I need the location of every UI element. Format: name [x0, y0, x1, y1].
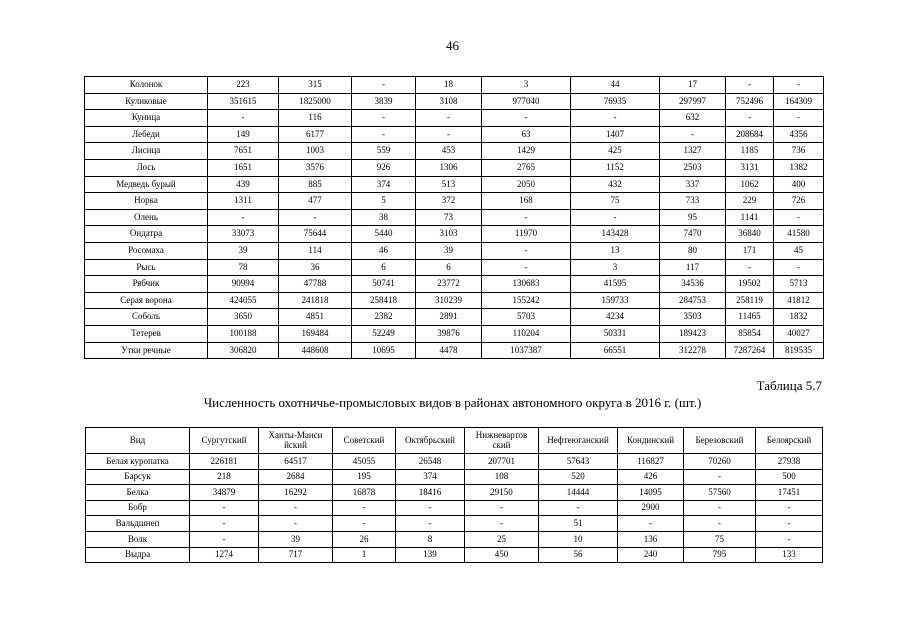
species-cell: Белая куропатка: [86, 454, 190, 470]
value-cell: 2765: [482, 159, 571, 176]
value-cell: 41812: [774, 292, 824, 309]
value-cell: 27938: [756, 454, 823, 470]
value-cell: 76935: [571, 93, 660, 110]
value-cell: 57643: [539, 454, 618, 470]
value-cell: 717: [259, 547, 333, 563]
species-cell: Вальдшнеп: [86, 516, 190, 532]
value-cell: 171: [726, 242, 774, 259]
value-cell: 3503: [660, 309, 726, 326]
value-cell: 34536: [660, 276, 726, 293]
table-row: [86, 485, 823, 501]
value-cell: 16292: [259, 485, 333, 501]
value-cell: 726: [774, 193, 824, 210]
value-cell: 57560: [684, 485, 756, 501]
value-cell: 169484: [279, 325, 352, 342]
value-cell: 5713: [774, 276, 824, 293]
value-cell: 4234: [571, 309, 660, 326]
header-row: [86, 428, 823, 454]
table-row: [85, 209, 824, 226]
value-cell: 1: [333, 547, 396, 563]
table-top-body: [85, 77, 824, 359]
species-cell: Белка: [86, 485, 190, 501]
species-cell: Тетерев: [85, 325, 208, 342]
value-cell: 632: [660, 110, 726, 127]
value-cell: -: [190, 500, 259, 516]
value-cell: 45055: [333, 454, 396, 470]
value-cell: 46: [352, 242, 416, 259]
value-cell: -: [482, 110, 571, 127]
value-cell: 6: [352, 259, 416, 276]
table-row: [86, 500, 823, 516]
species-cell: Ондатра: [85, 226, 208, 243]
value-cell: 1037387: [482, 342, 571, 359]
table-bottom-header: [86, 428, 823, 454]
value-cell: -: [482, 209, 571, 226]
table-row: [85, 93, 824, 110]
value-cell: 195: [333, 469, 396, 485]
value-cell: 11970: [482, 226, 571, 243]
value-cell: 36: [279, 259, 352, 276]
value-cell: 432: [571, 176, 660, 193]
value-cell: 26: [333, 531, 396, 547]
value-cell: 80: [660, 242, 726, 259]
value-cell: 3: [482, 77, 571, 94]
table-row: [85, 176, 824, 193]
value-cell: -: [571, 110, 660, 127]
value-cell: 19502: [726, 276, 774, 293]
value-cell: 155242: [482, 292, 571, 309]
value-cell: 448608: [279, 342, 352, 359]
value-cell: 819535: [774, 342, 824, 359]
table-row: [86, 454, 823, 470]
value-cell: -: [774, 209, 824, 226]
species-cell: Утки речные: [85, 342, 208, 359]
header-text: Ханты-Мансийский: [268, 430, 323, 450]
value-cell: 477: [279, 193, 352, 210]
value-cell: 241818: [279, 292, 352, 309]
value-cell: 795: [684, 547, 756, 563]
table-row: [85, 143, 824, 160]
species-cell: Олень: [85, 209, 208, 226]
value-cell: -: [726, 77, 774, 94]
value-cell: 5: [352, 193, 416, 210]
value-cell: 85854: [726, 325, 774, 342]
value-cell: 25: [465, 531, 539, 547]
value-cell: -: [396, 516, 465, 532]
value-cell: -: [416, 110, 482, 127]
value-cell: 6: [416, 259, 482, 276]
value-cell: -: [333, 500, 396, 516]
value-cell: -: [726, 259, 774, 276]
value-cell: 3839: [352, 93, 416, 110]
value-cell: -: [279, 209, 352, 226]
species-cell: Волк: [86, 531, 190, 547]
table-bottom-body: [86, 454, 823, 563]
value-cell: 70260: [684, 454, 756, 470]
value-cell: 117: [660, 259, 726, 276]
value-cell: 56: [539, 547, 618, 563]
value-cell: 39: [416, 242, 482, 259]
value-cell: 1062: [726, 176, 774, 193]
value-cell: 5440: [352, 226, 416, 243]
value-cell: -: [726, 110, 774, 127]
value-cell: 310239: [416, 292, 482, 309]
value-cell: 315: [279, 77, 352, 94]
value-cell: 374: [352, 176, 416, 193]
value-cell: -: [352, 126, 416, 143]
value-cell: 64517: [259, 454, 333, 470]
table-top: [84, 76, 824, 359]
value-cell: 50331: [571, 325, 660, 342]
value-cell: 1152: [571, 159, 660, 176]
species-cell: Барсук: [86, 469, 190, 485]
table-row: [86, 516, 823, 532]
value-cell: 2050: [482, 176, 571, 193]
value-cell: -: [571, 209, 660, 226]
species-cell: Рысь: [85, 259, 208, 276]
value-cell: 453: [416, 143, 482, 160]
value-cell: 39: [259, 531, 333, 547]
value-cell: 6177: [279, 126, 352, 143]
value-cell: 34879: [190, 485, 259, 501]
species-cell: Бобр: [86, 500, 190, 516]
header-cell: Сургутский: [190, 428, 259, 454]
value-cell: -: [352, 110, 416, 127]
value-cell: 374: [396, 469, 465, 485]
table-row: [85, 309, 824, 326]
value-cell: 8: [396, 531, 465, 547]
header-cell: Белоярский: [756, 428, 823, 454]
value-cell: 52249: [352, 325, 416, 342]
value-cell: 39: [208, 242, 279, 259]
value-cell: 229: [726, 193, 774, 210]
value-cell: 51: [539, 516, 618, 532]
table-title: Численность охотничье-промысловых видов в районах автономного округа в 2016 г. (шт.): [203, 395, 702, 410]
value-cell: -: [684, 500, 756, 516]
value-cell: 38: [352, 209, 416, 226]
table-row: [85, 292, 824, 309]
species-cell: Росомаха: [85, 242, 208, 259]
species-cell: Лебеди: [85, 126, 208, 143]
value-cell: 3131: [726, 159, 774, 176]
value-cell: 100188: [208, 325, 279, 342]
value-cell: 29150: [465, 485, 539, 501]
value-cell: 1832: [774, 309, 824, 326]
value-cell: 426: [618, 469, 684, 485]
table-bottom: [85, 427, 823, 563]
value-cell: 2382: [352, 309, 416, 326]
value-cell: 18: [416, 77, 482, 94]
value-cell: 10695: [352, 342, 416, 359]
value-cell: 559: [352, 143, 416, 160]
value-cell: 1274: [190, 547, 259, 563]
header-cell: Кондинский: [618, 428, 684, 454]
header-cell: Вид: [86, 428, 190, 454]
value-cell: 258418: [352, 292, 416, 309]
species-cell: Рябчик: [85, 276, 208, 293]
species-cell: Лось: [85, 159, 208, 176]
value-cell: -: [465, 516, 539, 532]
value-cell: 1327: [660, 143, 726, 160]
header-text: Нижневартовский: [475, 430, 528, 450]
value-cell: 139: [396, 547, 465, 563]
value-cell: 110204: [482, 325, 571, 342]
value-cell: 1185: [726, 143, 774, 160]
value-cell: 424055: [208, 292, 279, 309]
header-cell: Советский: [333, 428, 396, 454]
value-cell: 926: [352, 159, 416, 176]
value-cell: 10: [539, 531, 618, 547]
value-cell: -: [482, 242, 571, 259]
value-cell: -: [352, 77, 416, 94]
value-cell: -: [756, 516, 823, 532]
species-cell: Куликовые: [85, 93, 208, 110]
value-cell: 4356: [774, 126, 824, 143]
value-cell: 4851: [279, 309, 352, 326]
value-cell: 736: [774, 143, 824, 160]
table-row: [85, 259, 824, 276]
value-cell: 500: [756, 469, 823, 485]
table-row: [85, 110, 824, 127]
value-cell: -: [774, 110, 824, 127]
table-row: [85, 276, 824, 293]
table-row: [85, 226, 824, 243]
value-cell: -: [208, 209, 279, 226]
value-cell: 977040: [482, 93, 571, 110]
value-cell: -: [684, 516, 756, 532]
header-cell: [259, 428, 333, 454]
table-row: [85, 325, 824, 342]
value-cell: 14095: [618, 485, 684, 501]
value-cell: -: [416, 126, 482, 143]
value-cell: 78: [208, 259, 279, 276]
value-cell: 164309: [774, 93, 824, 110]
value-cell: 218: [190, 469, 259, 485]
value-cell: 75: [684, 531, 756, 547]
value-cell: 47788: [279, 276, 352, 293]
value-cell: 33073: [208, 226, 279, 243]
value-cell: -: [684, 469, 756, 485]
value-cell: -: [756, 531, 823, 547]
value-cell: 73: [416, 209, 482, 226]
value-cell: 23772: [416, 276, 482, 293]
value-cell: 284753: [660, 292, 726, 309]
table-row: [86, 547, 823, 563]
value-cell: 207701: [465, 454, 539, 470]
header-cell: Октябрьский: [396, 428, 465, 454]
value-cell: 63: [482, 126, 571, 143]
value-cell: 75644: [279, 226, 352, 243]
value-cell: 1311: [208, 193, 279, 210]
value-cell: 1382: [774, 159, 824, 176]
table-row: [85, 193, 824, 210]
value-cell: 2684: [259, 469, 333, 485]
value-cell: 337: [660, 176, 726, 193]
table-row: [85, 242, 824, 259]
value-cell: -: [190, 531, 259, 547]
table-row: [85, 126, 824, 143]
value-cell: 733: [660, 193, 726, 210]
value-cell: 7651: [208, 143, 279, 160]
value-cell: 1407: [571, 126, 660, 143]
value-cell: 75: [571, 193, 660, 210]
species-cell: Лисица: [85, 143, 208, 160]
value-cell: 133: [756, 547, 823, 563]
value-cell: 400: [774, 176, 824, 193]
value-cell: 1825000: [279, 93, 352, 110]
value-cell: 41580: [774, 226, 824, 243]
value-cell: -: [774, 259, 824, 276]
table-row: [86, 469, 823, 485]
species-cell: Соболь: [85, 309, 208, 326]
value-cell: 425: [571, 143, 660, 160]
value-cell: 108: [465, 469, 539, 485]
value-cell: 26548: [396, 454, 465, 470]
value-cell: 208684: [726, 126, 774, 143]
value-cell: 168: [482, 193, 571, 210]
value-cell: 18416: [396, 485, 465, 501]
value-cell: 159733: [571, 292, 660, 309]
value-cell: 45: [774, 242, 824, 259]
value-cell: 114: [279, 242, 352, 259]
value-cell: -: [259, 500, 333, 516]
species-cell: Куница: [85, 110, 208, 127]
value-cell: -: [190, 516, 259, 532]
value-cell: 66551: [571, 342, 660, 359]
value-cell: -: [208, 110, 279, 127]
value-cell: 351615: [208, 93, 279, 110]
page-number: 46: [446, 38, 459, 53]
value-cell: 240: [618, 547, 684, 563]
value-cell: 90994: [208, 276, 279, 293]
value-cell: 116827: [618, 454, 684, 470]
table-row: [85, 159, 824, 176]
table-row: [85, 77, 824, 94]
table-row: [86, 531, 823, 547]
value-cell: 116: [279, 110, 352, 127]
value-cell: 16878: [333, 485, 396, 501]
value-cell: 450: [465, 547, 539, 563]
value-cell: 520: [539, 469, 618, 485]
value-cell: -: [539, 500, 618, 516]
value-cell: -: [333, 516, 396, 532]
value-cell: 4478: [416, 342, 482, 359]
value-cell: 3103: [416, 226, 482, 243]
value-cell: 149: [208, 126, 279, 143]
value-cell: 11465: [726, 309, 774, 326]
value-cell: 7470: [660, 226, 726, 243]
value-cell: 312278: [660, 342, 726, 359]
value-cell: 297997: [660, 93, 726, 110]
species-cell: Выдра: [86, 547, 190, 563]
species-cell: Медведь бурый: [85, 176, 208, 193]
value-cell: 36840: [726, 226, 774, 243]
value-cell: 752496: [726, 93, 774, 110]
table-label: Таблица 5.7: [756, 378, 822, 393]
value-cell: 1306: [416, 159, 482, 176]
value-cell: 40027: [774, 325, 824, 342]
header-cell: Березовский: [684, 428, 756, 454]
value-cell: 223: [208, 77, 279, 94]
species-cell: Колонок: [85, 77, 208, 94]
value-cell: 1429: [482, 143, 571, 160]
value-cell: 513: [416, 176, 482, 193]
value-cell: 372: [416, 193, 482, 210]
value-cell: 3576: [279, 159, 352, 176]
value-cell: 3108: [416, 93, 482, 110]
value-cell: 39876: [416, 325, 482, 342]
value-cell: 3: [571, 259, 660, 276]
value-cell: 95: [660, 209, 726, 226]
value-cell: 226181: [190, 454, 259, 470]
value-cell: -: [756, 500, 823, 516]
value-cell: -: [774, 77, 824, 94]
value-cell: 13: [571, 242, 660, 259]
value-cell: 130683: [482, 276, 571, 293]
value-cell: -: [482, 259, 571, 276]
value-cell: 306820: [208, 342, 279, 359]
value-cell: 2900: [618, 500, 684, 516]
value-cell: 2891: [416, 309, 482, 326]
value-cell: 1003: [279, 143, 352, 160]
header-cell: [465, 428, 539, 454]
value-cell: 50741: [352, 276, 416, 293]
value-cell: 2503: [660, 159, 726, 176]
species-cell: Серая ворона: [85, 292, 208, 309]
value-cell: 143428: [571, 226, 660, 243]
value-cell: 41595: [571, 276, 660, 293]
value-cell: -: [259, 516, 333, 532]
value-cell: 5703: [482, 309, 571, 326]
value-cell: -: [618, 516, 684, 532]
value-cell: 17451: [756, 485, 823, 501]
table-row: [85, 342, 824, 359]
value-cell: 189423: [660, 325, 726, 342]
value-cell: 17: [660, 77, 726, 94]
value-cell: 7287264: [726, 342, 774, 359]
value-cell: -: [660, 126, 726, 143]
value-cell: 44: [571, 77, 660, 94]
value-cell: 136: [618, 531, 684, 547]
value-cell: 258119: [726, 292, 774, 309]
value-cell: 3650: [208, 309, 279, 326]
value-cell: 1141: [726, 209, 774, 226]
value-cell: -: [396, 500, 465, 516]
value-cell: 14444: [539, 485, 618, 501]
value-cell: 1651: [208, 159, 279, 176]
value-cell: -: [465, 500, 539, 516]
value-cell: 439: [208, 176, 279, 193]
value-cell: 885: [279, 176, 352, 193]
header-cell: Нефтеюганский: [539, 428, 618, 454]
species-cell: Норка: [85, 193, 208, 210]
